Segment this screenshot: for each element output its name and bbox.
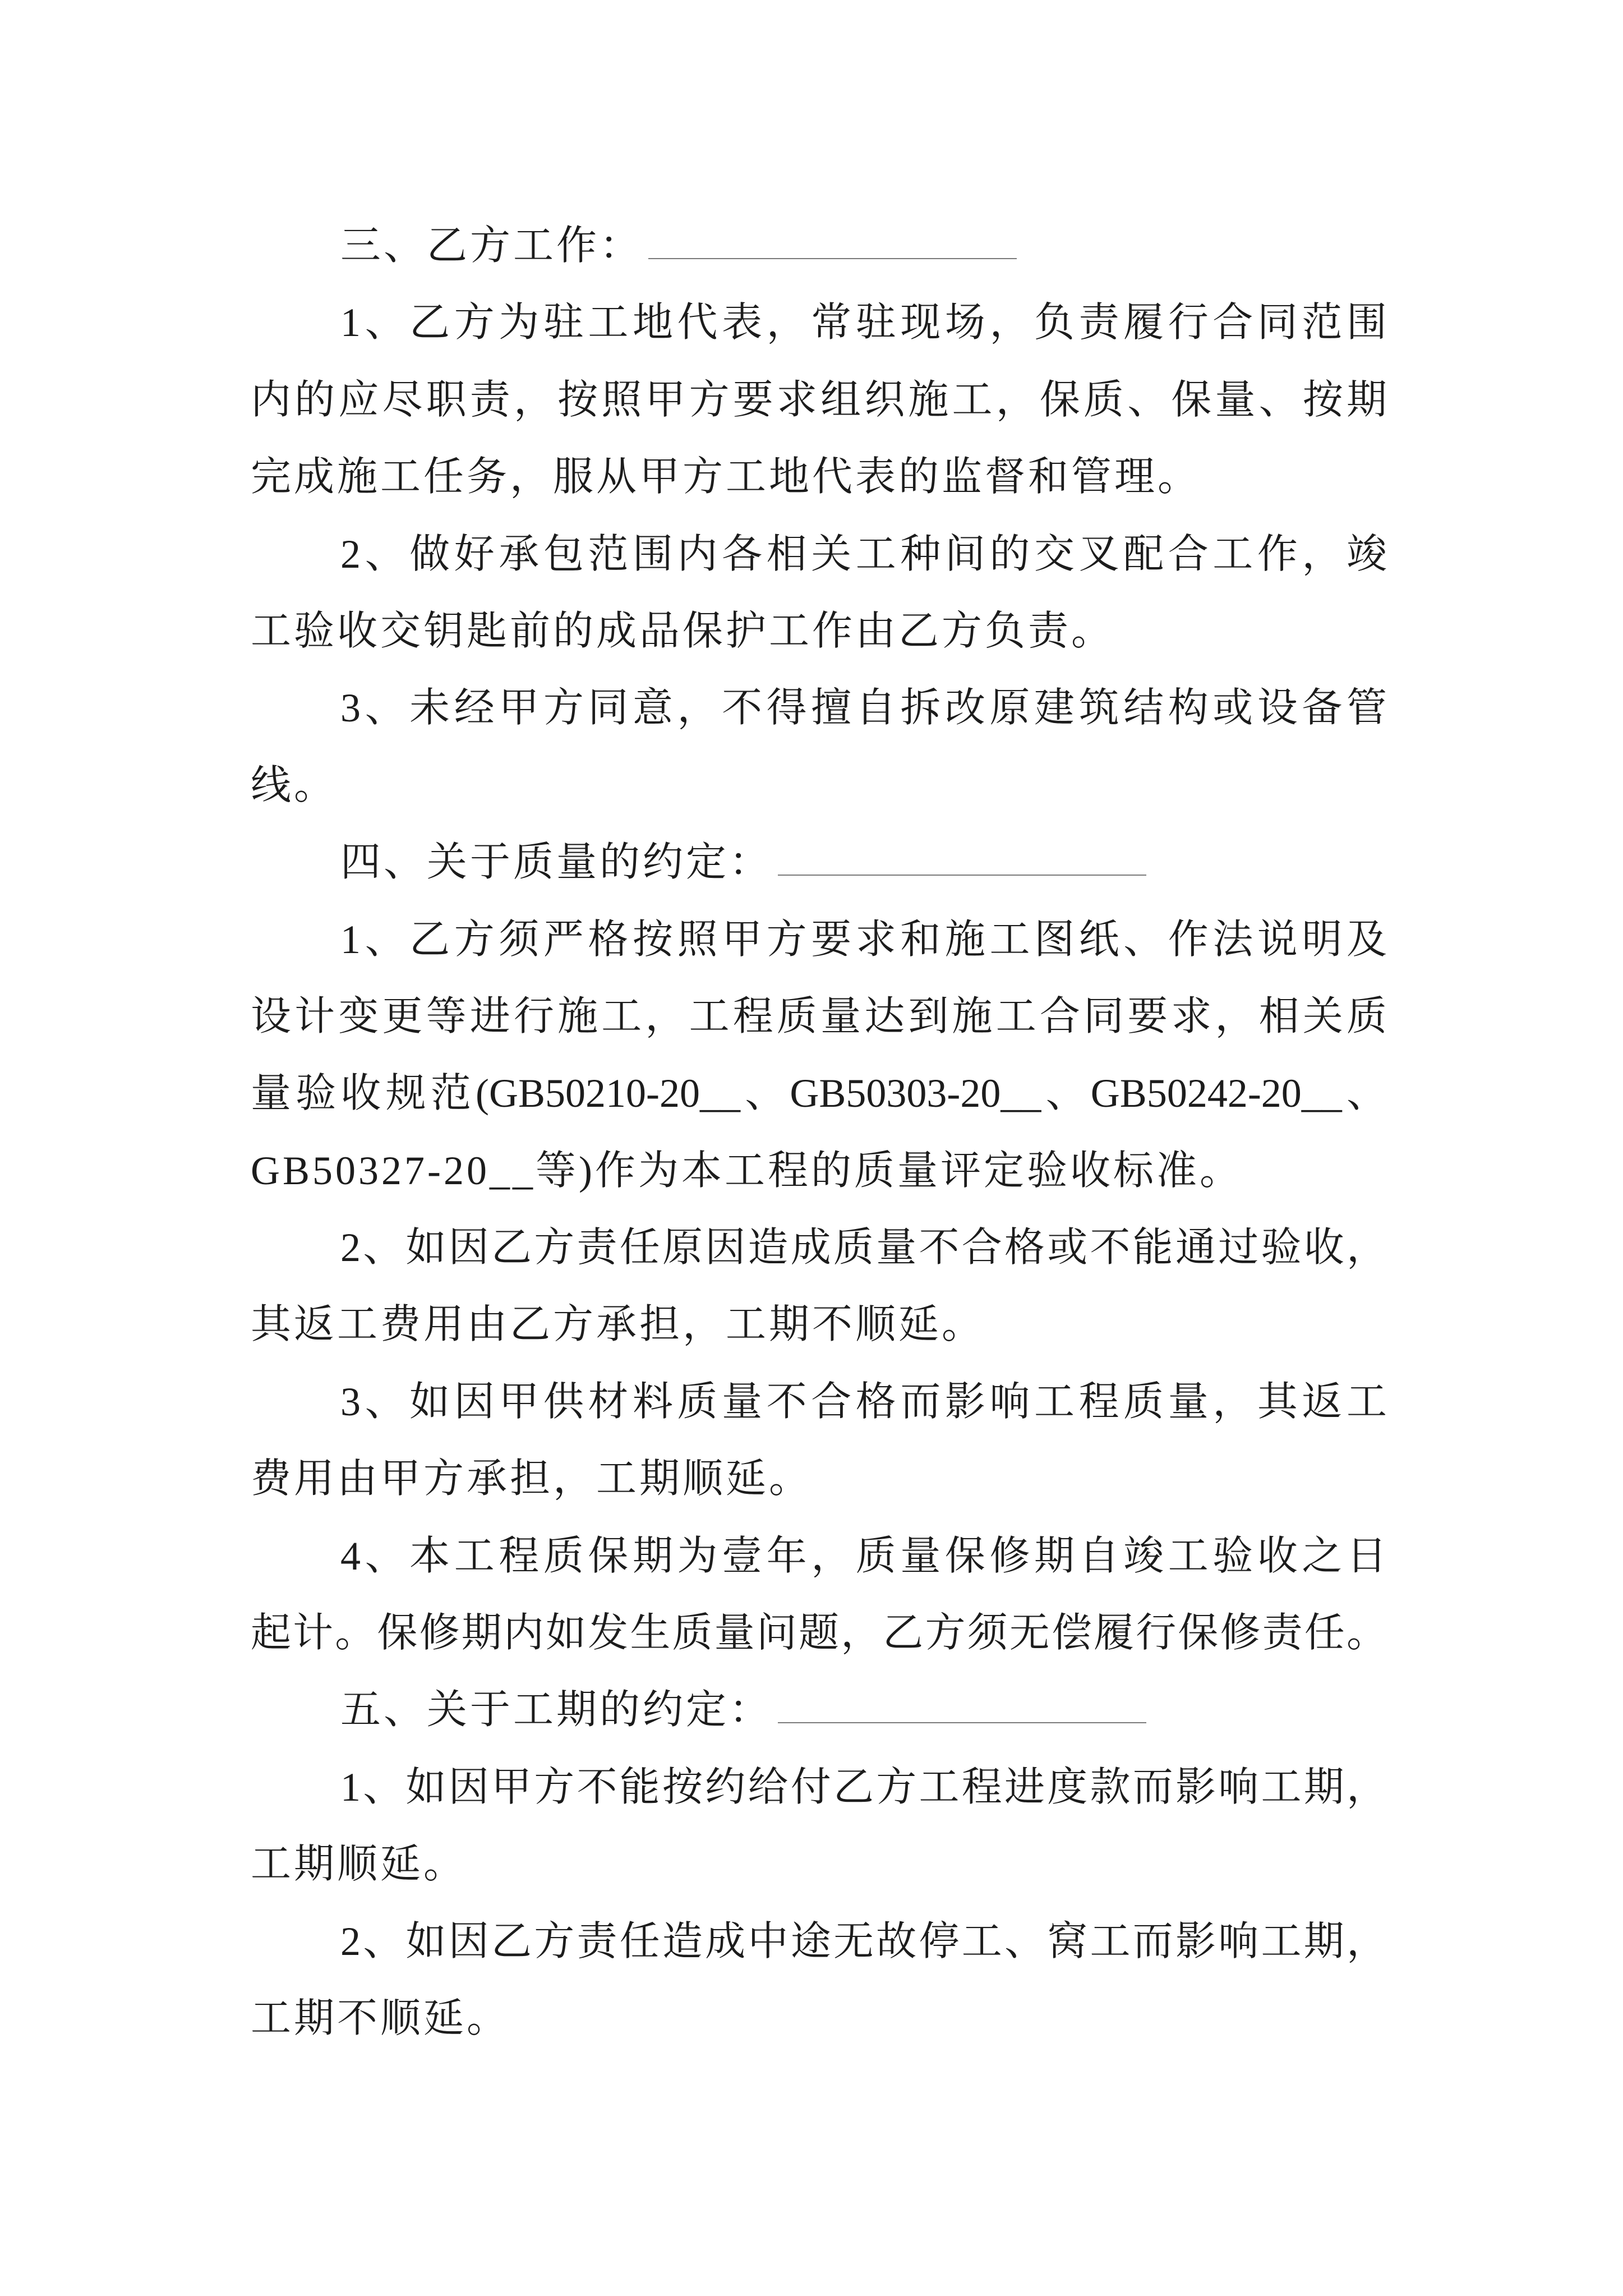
fill-in-blank — [778, 875, 1146, 876]
paragraph-line: 2、如因乙方责任造成中途无故停工、窝工而影响工期， — [340, 1918, 1387, 1964]
paragraph-line: 3、如因甲供材料质量不合格而影响工程质量，其返工 — [340, 1379, 1387, 1424]
paragraph-line: 2、如因乙方责任原因造成质量不合格或不能通过验收， — [340, 1225, 1387, 1271]
paragraph-line: GB50327-20__等)作为本工程的质量评定验收标准。 — [251, 1148, 1243, 1193]
fill-in-blank — [648, 258, 1017, 259]
section-heading-text: 三、乙方工作： — [340, 223, 643, 268]
paragraph-line: 工期顺延。 — [251, 1842, 467, 1887]
paragraph — [251, 516, 1387, 670]
paragraph-line: 其返工费用由乙方承担，工期不顺延。 — [251, 1302, 985, 1347]
paragraph-line: 4、本工程质保期为壹年，质量保修期自竣工验收之日 — [340, 1533, 1387, 1579]
paragraph-line: 工验收交钥匙前的成品保护工作由乙方负责。 — [251, 608, 1115, 654]
paragraph-line: 设计变更等进行施工，工程质量达到施工合同要求，相关质 — [251, 993, 1387, 1039]
paragraph — [251, 901, 1387, 1210]
section-heading-text: 五、关于工期的约定： — [340, 1687, 773, 1733]
paragraph-line: 3、未经甲方同意，不得擅自拆改原建筑结构或设备管 — [340, 685, 1387, 731]
paragraph-line: 2、做好承包范围内各相关工种间的交叉配合工作，竣 — [340, 531, 1387, 577]
paragraph-line: 起计。保修期内如发生质量问题，乙方须无偿履行保修责任。 — [251, 1611, 1387, 1656]
paragraph — [251, 284, 1387, 516]
paragraph-line: 1、乙方为驻工地代表，常驻现场，负责履行合同范围 — [340, 300, 1387, 346]
section-heading — [251, 824, 1387, 901]
paragraph — [251, 1364, 1387, 1518]
paragraph-line: 1、如因甲方不能按约给付乙方工程进度款而影响工期， — [340, 1764, 1387, 1810]
section-heading — [251, 1672, 1387, 1749]
paragraph-line: 1、乙方须严格按照甲方要求和施工图纸、作法说明及 — [340, 917, 1387, 962]
paragraph-line: 工期不顺延。 — [251, 1995, 510, 2041]
paragraph — [251, 1903, 1387, 2058]
fill-in-blank — [778, 1722, 1146, 1723]
document-body — [251, 208, 1387, 2057]
paragraph-line: 费用由甲方承担，工期顺延。 — [251, 1456, 813, 1502]
paragraph — [251, 1209, 1387, 1364]
paragraph — [251, 1749, 1387, 1903]
section-heading — [251, 208, 1387, 284]
paragraph-line: 完成施工任务，服从甲方工地代表的监督和管理。 — [251, 454, 1201, 500]
section-heading-text: 四、关于质量的约定： — [340, 840, 773, 885]
paragraph-line: 量验收规范(GB50210-20__、GB50303-20__、GB50242-20__、 — [251, 1071, 1387, 1116]
paragraph-line: 内的应尽职责，按照甲方要求组织施工，保质、保量、按期 — [251, 377, 1387, 422]
paragraph — [251, 1518, 1387, 1672]
paragraph-line: 线。 — [251, 762, 338, 808]
paragraph — [251, 670, 1387, 824]
